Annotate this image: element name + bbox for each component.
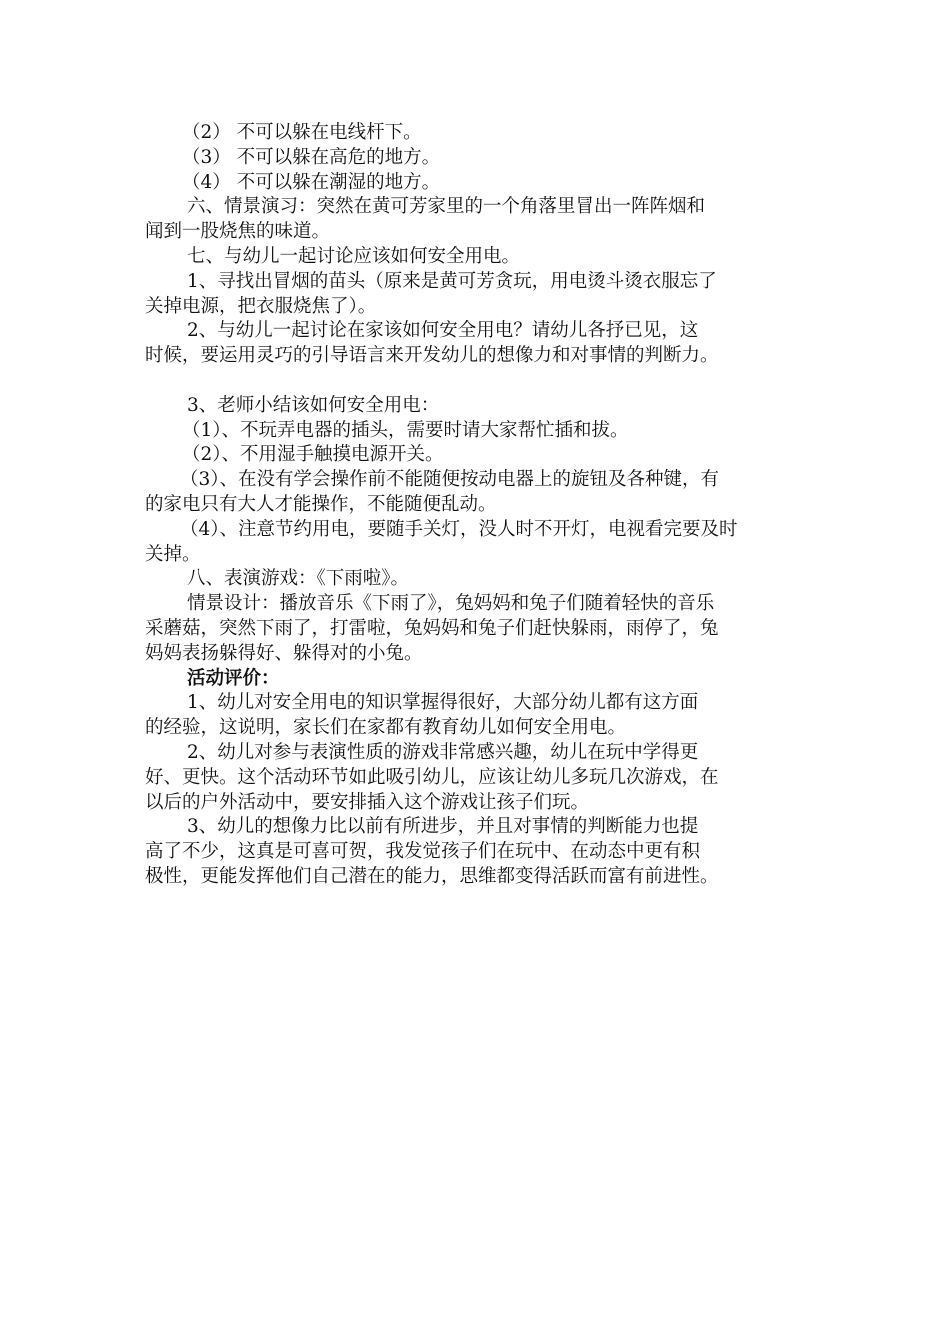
section-heading-line: 六、情景演习：突然在黄可芳家里的一个角落里冒出一阵阵烟和: [187, 196, 706, 218]
text-line: （4）、注意节约用电，要随手关灯，没人时不开灯，电视看完要及时: [180, 518, 738, 540]
text-line: （1）、不玩弄电器的插头，需要时请大家帮忙插和拔。: [182, 419, 629, 441]
text-line: 1、寻找出冒烟的苗头（原来是黄可芳贪玩，用电烫斗烫衣服忘了: [187, 270, 717, 292]
section-heading-line: 八、表演游戏：《下雨啦》。: [187, 568, 410, 590]
text-line: 闻到一股烧焦的味道。: [145, 221, 331, 243]
text-line: 的经验，这说明，家长们在家都有教育幼儿如何安全用电。: [145, 717, 627, 739]
blank-line: [145, 369, 820, 394]
text-line: （3） 不可以躲在高危的地方。: [182, 146, 441, 168]
text-line: 妈妈表扬躲得好、躲得对的小兔。: [145, 642, 423, 664]
text-line: 高了不少，这真是可喜可贺，我发觉孩子们在玩中、在动态中更有积: [145, 841, 701, 863]
text-line: 关掉电源，把衣服烧焦了）。: [145, 295, 377, 317]
text-line: 的家电只有大人才能操作，不能随便乱动。: [145, 493, 497, 515]
text-line: （2）、不用湿手触摸电源开关。: [182, 444, 444, 466]
text-line: 1、幼儿对安全用电的知识掌握得很好，大部分幼儿都有这方面: [187, 692, 699, 714]
text-line: 3、老师小结该如何安全用电：: [187, 394, 440, 416]
text-line: 关掉。: [145, 543, 201, 565]
text-line: （2） 不可以躲在电线杆下。: [182, 122, 422, 143]
section-heading-line: 七、与幼儿一起讨论应该如何安全用电。: [187, 245, 521, 267]
text-line: 时候，要运用灵巧的引导语言来开发幼儿的想像力和对事情的判断力。: [145, 345, 719, 367]
text-line: 好、更快。这个活动环节如此吸引幼儿，应该让幼儿多玩几次游戏，在: [145, 766, 719, 788]
text-line: 极性，更能发挥他们自己潜在的能力，思维都变得活跃而富有前进性。: [145, 865, 719, 887]
text-line: 2、与幼儿一起讨论在家该如何安全用电？请幼儿各抒已见，这: [187, 320, 699, 342]
text-line: （3）、在没有学会操作前不能随便按动电器上的旋钮及各种键，有: [180, 469, 720, 491]
evaluation-heading: 活动评价：: [187, 667, 280, 689]
text-line: 以后的户外活动中，要安排插入这个游戏让孩子们玩。: [145, 791, 590, 813]
text-line: 情景设计：播放音乐《下雨了》，兔妈妈和兔子们随着轻快的音乐: [187, 593, 715, 615]
text-line: 3、幼儿的想像力比以前有所进步，并且对事情的判断能力也提: [187, 816, 699, 838]
document-body: [145, 121, 820, 890]
text-line: 采蘑菇，突然下雨了，打雷啦，兔妈妈和兔子们赶快躲雨，雨停了，兔: [145, 617, 719, 639]
text-line: （4） 不可以躲在潮湿的地方。: [182, 171, 441, 193]
text-line: 2、幼儿对参与表演性质的游戏非常感兴趣，幼儿在玩中学得更: [187, 741, 699, 763]
